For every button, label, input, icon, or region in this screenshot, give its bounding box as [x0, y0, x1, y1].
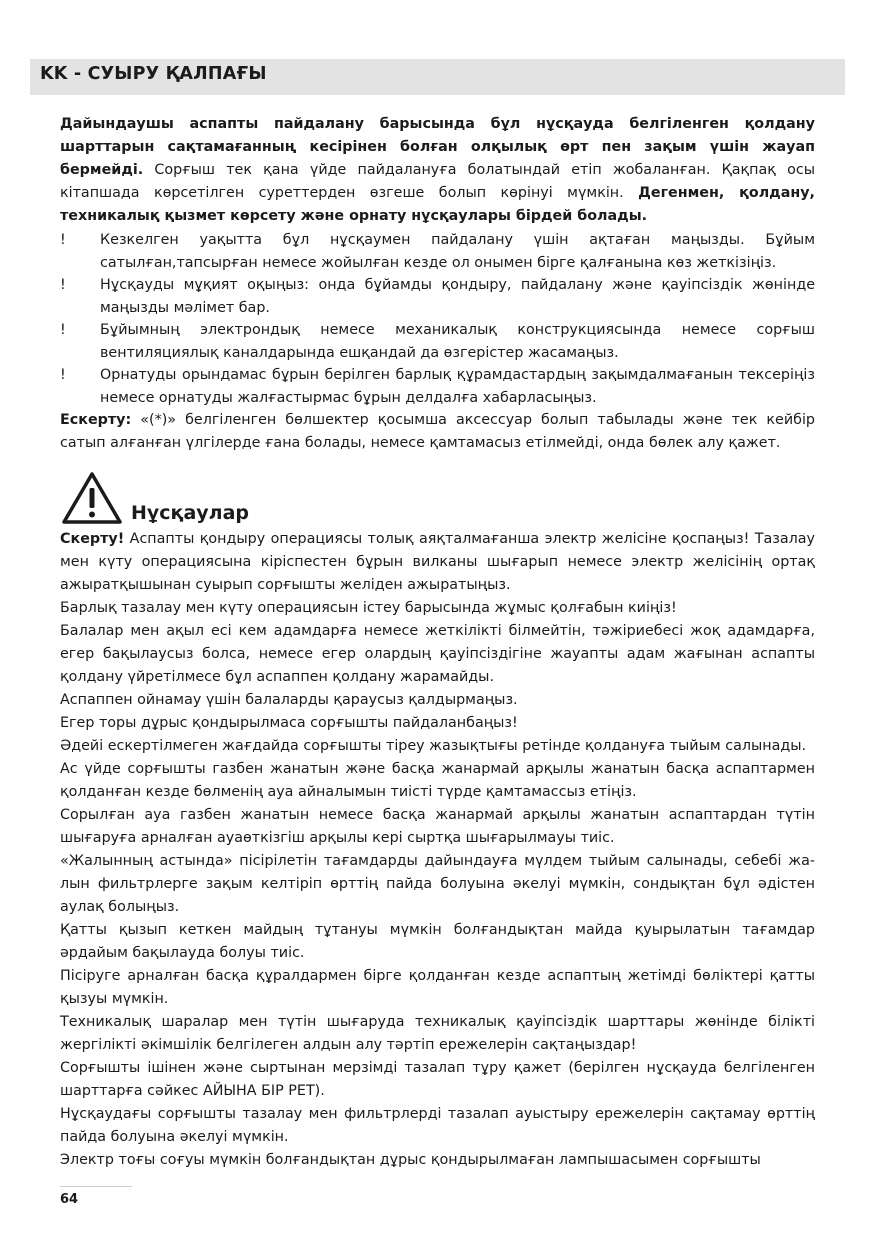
list-item-text: Кезкелген уақытта бұл нұсқаумен пайдалану үшін ақтаған маңызды. Бұйым сатылған,тапсырған немесе жойылған кезде ол онымен бірге қалғанына көз жеткізіңіз. [100, 232, 815, 271]
section-heading: Нұсқаулар [131, 502, 249, 524]
instruction-paragraph: Аспаппен ойнамау үшін балаларды қараусыз қалдырмаңыз. [60, 692, 518, 708]
list-item-text: Орнатуды орындамас бұрын берілген барлық құрамдастардың зақымдалмағанын тексеріңіз немесе орнатуды жалғастырмас бұрын делдалға хабарласыңыз. [100, 367, 815, 406]
caution-text: Аспапты қондыру операциясы толық аяқталмағанша электр желісіне қоспаңыз! Тазалау мен күту операциясына кіріспестен бұрын вилканы шығарып немесе электр желісінің ортақ ажыратқышынан суырып сорғышты желіден ажыратыңыз. [60, 531, 815, 593]
caution-label: Скерту! [60, 531, 125, 547]
exclamation-marker: ! [60, 322, 66, 338]
instruction-paragraph: Балалар мен ақыл есі кем адамдарға немесе жеткілікті білмейтін, тәжіриебесі жоқ адамдарға, егер бақылаусыз болса, немесе егер олардың қауіпсіздігіне жауапты адам жағынан аспапты қолдану үйретілмесе бұл аспаппен қолдану жарамайды. [60, 623, 815, 685]
bullet-list [60, 229, 815, 409]
instruction-paragraph: Электр тоғы соғуы мүмкін болғандықтан дұрыс қондырылмаған лампышасымен сорғышты [60, 1152, 761, 1168]
instruction-paragraph: Пісіруге арналған басқа құралдармен бірге қолданған кезде аспаптың жетімді бөліктері қатты қызуы мүмкін. [60, 968, 815, 1007]
page-number: 64 [60, 1192, 79, 1207]
instruction-paragraph: Барлық тазалау мен күту операциясын істеу барысында жұмыс қолғабын киіңіз! [60, 600, 677, 616]
instructions-body [60, 528, 815, 1172]
exclamation-marker: ! [60, 232, 66, 248]
list-item-text: Бұйымның электрондық немесе механикалық конструкциясында немесе сорғыш вентиляциялық каналдарында ешқандай да өзгерістер жасамаңыз. [100, 322, 815, 361]
instruction-paragraph: Егер торы дұрыс қондырылмаса сорғышты пайдаланбаңыз! [60, 715, 518, 731]
warning-triangle-icon [60, 470, 124, 530]
list-item-text: Нұсқауды мұқият оқыңыз: онда бұйамды қондыру, пайдалану және қауіпсіздік жөнінде маңызды мәлімет бар. [100, 277, 815, 316]
note-label: Ескерту: [60, 412, 132, 428]
instruction-paragraph: Қатты қызып кеткен майдың тұтануы мүмкін болғандықтан майда қуырылатын тағамдар әрдайым бақылауда болуы тиіс. [60, 922, 815, 961]
footer-divider [60, 1186, 132, 1187]
list-item [60, 364, 815, 409]
instruction-paragraph: Сорғышты ішінен және сыртынан мерзімді тазалап тұру қажет (берілген нұсқауда белгіленген шарттарға сәйкес АЙЫНА БІР РЕТ). [60, 1060, 815, 1099]
instruction-paragraph: Техникалық шаралар мен түтін шығаруда техникалық қауіпсіздік шарттары жөнінде білікті жергілікті әкімшілік белгілеген алдын алу тәртіп ережелерін сақтаңыздар! [60, 1014, 815, 1053]
instruction-paragraph: Нұсқаудағы сорғышты тазалау мен фильтрлерді тазалап ауыстыру ережелерін сақтамау өрттің пайда болуына әкелуі мүмкін. [60, 1106, 815, 1145]
intro-bold-liability: Дайындаушы аспапты пайдалану барысында бұл нұсқауда белгіленген қолдану шарттарын сақтамағанның кесірінен болған олқылық өрт пен зақым үшін жауап бермейді. [60, 116, 815, 178]
note-text: «(*)» белгіленген бөлшектер қосымша аксессуар болып табылады және тек кейбір сатып алғанған үлгілерде ғана болады, немесе қамтамасыз етілмейді, онда бөлек алу қажет. [60, 412, 815, 451]
exclamation-marker: ! [60, 277, 66, 293]
intro-text: Сорғыш тек қана үйде пайдалануға болатындай етіп жобаланған. Қақпақ осы кітапшада көрсетілген суреттерден өзгеше болып көрінуі мүмкін. [60, 162, 815, 201]
list-item [60, 319, 815, 364]
exclamation-marker: ! [60, 367, 66, 383]
instruction-paragraph: «Жалынның астында» пісірілетін тағамдарды дайындауға мүлдем тыйым салынады, себебі жа-лын фильтрлерге зақым келтіріп өрттің пайда болуына әкелуі мүмкін, сондықтан бұл әдістен аулақ болыңыз. [60, 853, 815, 915]
instruction-paragraph: Сорылған ауа газбен жанатын немесе басқа жанармай арқылы жанатын аспаптардан түтін шығаруға арналған ауаөткізгіш арқылы кері сыртқа шығарылмауы тиіс. [60, 807, 815, 846]
instruction-paragraph: Әдейі ескертілмеген жағдайда сорғышты тіреу жазықтығы ретінде қолдануға тыйым салынады. [60, 738, 807, 754]
list-item [60, 229, 815, 274]
note-paragraph [60, 409, 815, 455]
page-title: KK - СУЫРУ ҚАЛПАҒЫ [40, 64, 267, 84]
caution-paragraph [60, 528, 815, 597]
intro-paragraph [60, 113, 815, 228]
list-item [60, 274, 815, 319]
intro-bold-instructions: Дегенмен, қолдану, техникалық қызмет көрсету және орнату нұсқаулары бірдей болады. [60, 185, 815, 224]
instruction-paragraph: Ас үйде сорғышты газбен жанатын және басқа жанармай арқылы жанатын басқа аспаптармен қолданған кезде бөлменің ауа айналымын тиісті түрде қамтамассыз етіңіз. [60, 761, 815, 800]
